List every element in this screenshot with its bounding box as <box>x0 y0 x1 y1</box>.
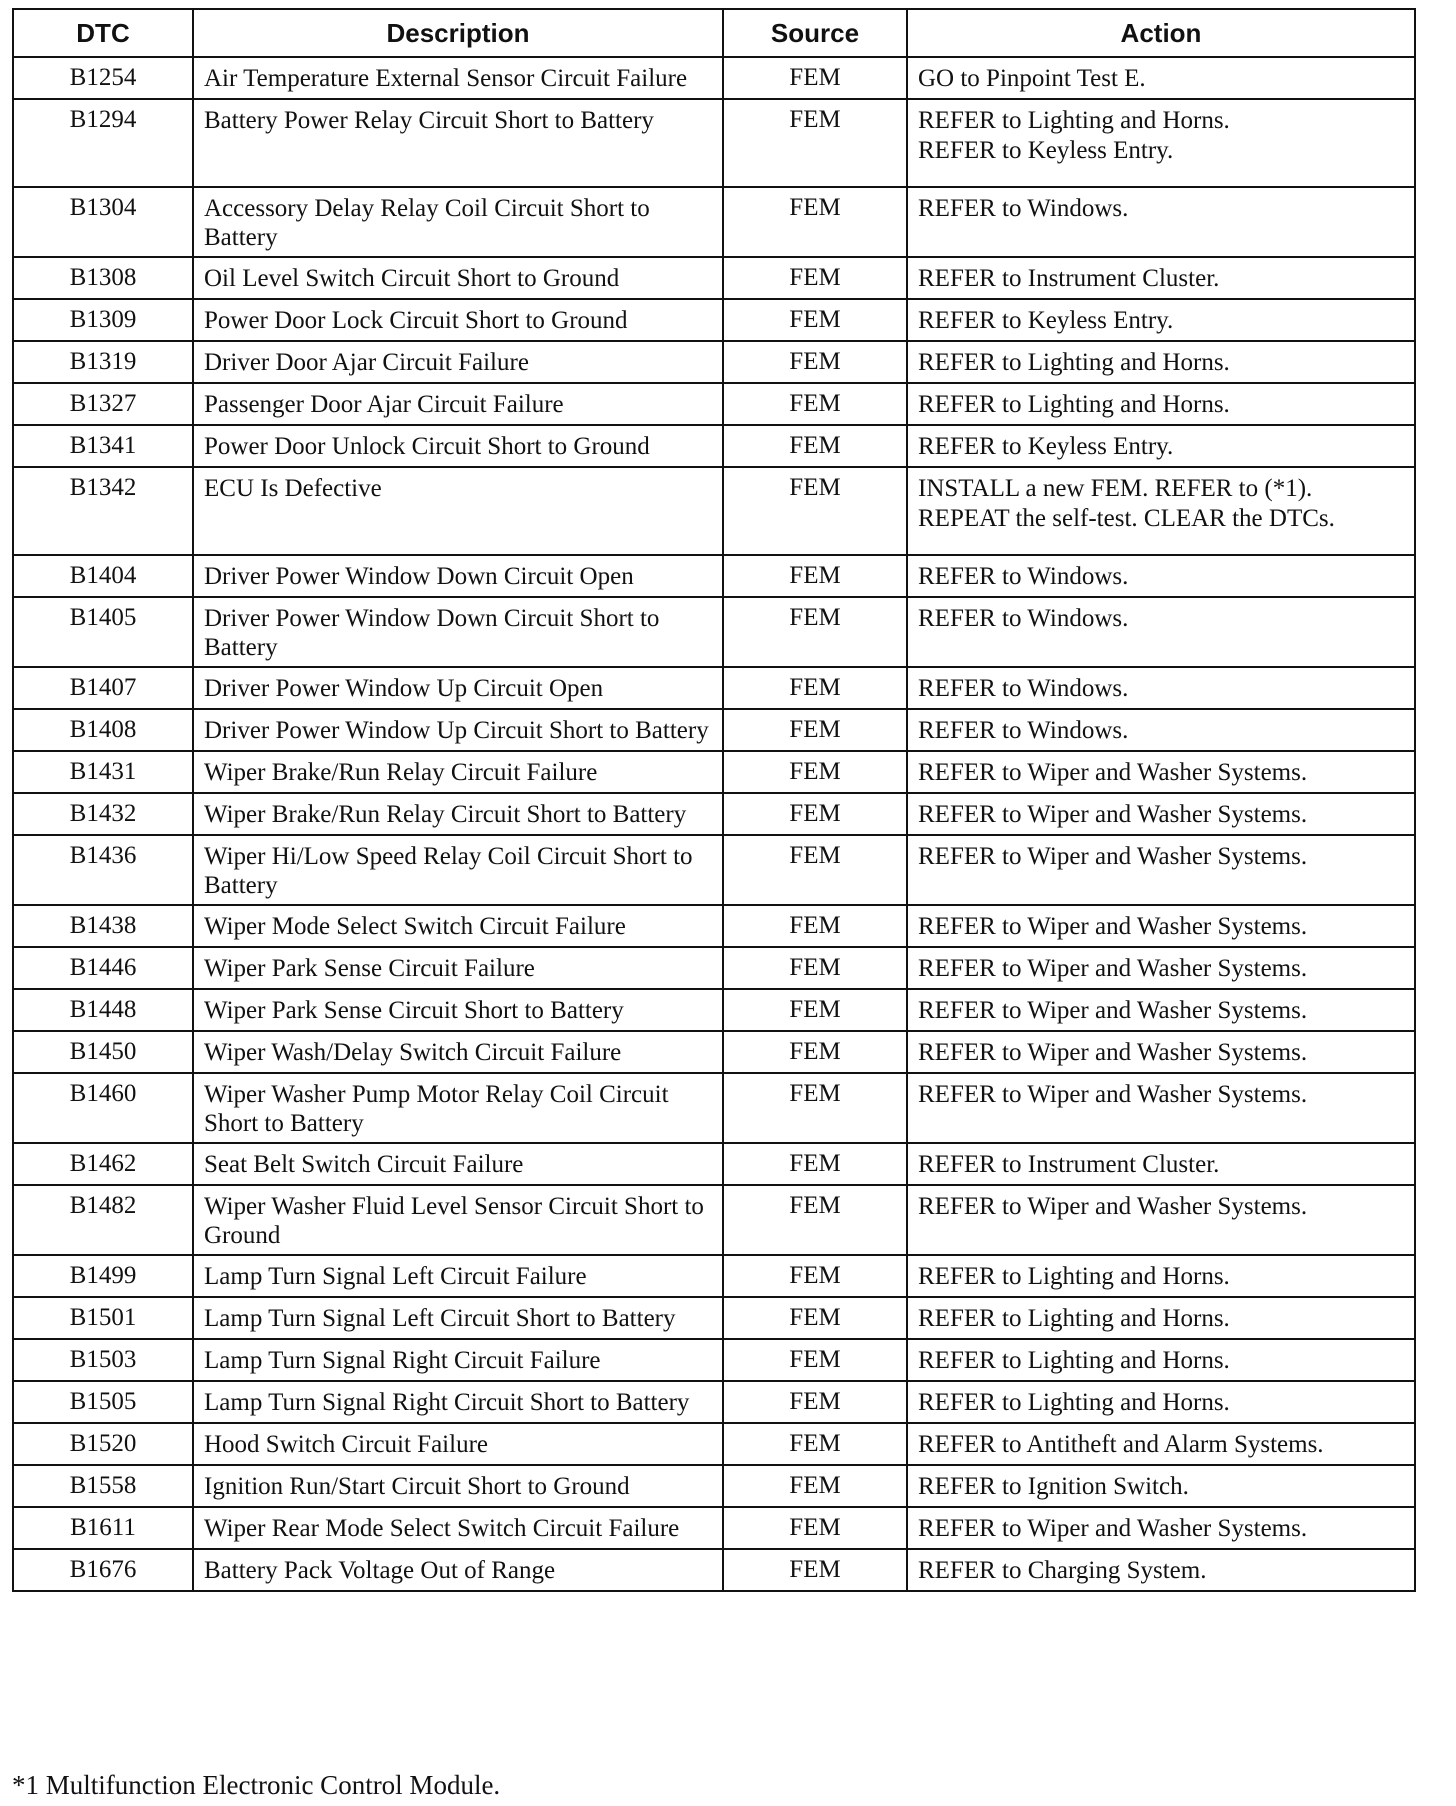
dtc-code: B1404 <box>13 555 193 597</box>
header-description: Description <box>193 9 723 57</box>
dtc-description: Lamp Turn Signal Right Circuit Short to Battery <box>193 1381 723 1423</box>
dtc-code: B1407 <box>13 667 193 709</box>
dtc-source: FEM <box>723 555 907 597</box>
dtc-action <box>907 1465 1415 1507</box>
table-row <box>13 257 1415 299</box>
dtc-code: B1505 <box>13 1381 193 1423</box>
dtc-source: FEM <box>723 947 907 989</box>
dtc-description: Battery Pack Voltage Out of Range <box>193 1549 723 1591</box>
dtc-code: B1448 <box>13 989 193 1031</box>
dtc-code: B1254 <box>13 57 193 99</box>
table-row <box>13 57 1415 99</box>
dtc-description: Air Temperature External Sensor Circuit Failure <box>193 57 723 99</box>
dtc-source: FEM <box>723 1297 907 1339</box>
table-row <box>13 1465 1415 1507</box>
dtc-action <box>907 425 1415 467</box>
dtc-action <box>907 751 1415 793</box>
dtc-code: B1499 <box>13 1255 193 1297</box>
table-row <box>13 793 1415 835</box>
footnote: *1 Multifunction Electronic Control Module. <box>12 1770 501 1800</box>
action-line: REFER to Windows. <box>918 563 1129 590</box>
dtc-source: FEM <box>723 1381 907 1423</box>
dtc-source: FEM <box>723 1185 907 1255</box>
table-row <box>13 299 1415 341</box>
dtc-code: B1405 <box>13 597 193 667</box>
action-line: REFER to Instrument Cluster. <box>918 1151 1220 1178</box>
dtc-action <box>907 1255 1415 1297</box>
table-row <box>13 555 1415 597</box>
dtc-source: FEM <box>723 1073 907 1143</box>
dtc-source: FEM <box>723 299 907 341</box>
dtc-code: B1520 <box>13 1423 193 1465</box>
dtc-action <box>907 905 1415 947</box>
action-line: REFER to Wiper and Washer Systems. <box>918 913 1308 940</box>
dtc-action <box>907 947 1415 989</box>
table-row <box>13 751 1415 793</box>
action-line: REFER to Lighting and Horns. <box>918 1263 1230 1290</box>
action-line: REFER to Lighting and Horns. <box>918 391 1230 418</box>
dtc-code: B1319 <box>13 341 193 383</box>
dtc-code: B1341 <box>13 425 193 467</box>
table-row <box>13 1507 1415 1549</box>
table-row <box>13 989 1415 1031</box>
dtc-code: B1450 <box>13 1031 193 1073</box>
dtc-source: FEM <box>723 905 907 947</box>
dtc-description: ECU Is Defective <box>193 467 723 555</box>
dtc-code: B1503 <box>13 1339 193 1381</box>
table-row <box>13 1549 1415 1591</box>
table-row <box>13 597 1415 667</box>
dtc-source: FEM <box>723 1465 907 1507</box>
table-row <box>13 1423 1415 1465</box>
dtc-source: FEM <box>723 667 907 709</box>
action-line: REFER to Wiper and Washer Systems. <box>918 997 1308 1024</box>
dtc-code: B1462 <box>13 1143 193 1185</box>
dtc-code: B1460 <box>13 1073 193 1143</box>
dtc-source: FEM <box>723 1255 907 1297</box>
table-row <box>13 709 1415 751</box>
dtc-action <box>907 1507 1415 1549</box>
dtc-action <box>907 383 1415 425</box>
dtc-description: Hood Switch Circuit Failure <box>193 1423 723 1465</box>
action-line: REFER to Keyless Entry. <box>918 433 1174 460</box>
dtc-code: B1676 <box>13 1549 193 1591</box>
dtc-description: Wiper Brake/Run Relay Circuit Failure <box>193 751 723 793</box>
dtc-description: Power Door Unlock Circuit Short to Ground <box>193 425 723 467</box>
action-line: GO to Pinpoint Test E. <box>918 65 1146 92</box>
action-line: REFER to Windows. <box>918 605 1129 632</box>
dtc-source: FEM <box>723 835 907 905</box>
dtc-source: FEM <box>723 57 907 99</box>
action-line: REFER to Wiper and Washer Systems. <box>918 1515 1308 1542</box>
table-header-row <box>13 9 1415 57</box>
dtc-code: B1304 <box>13 187 193 257</box>
table-row <box>13 1339 1415 1381</box>
dtc-action <box>907 835 1415 905</box>
dtc-source: FEM <box>723 1507 907 1549</box>
action-line: REFER to Windows. <box>918 717 1129 744</box>
table-row <box>13 667 1415 709</box>
dtc-code: B1438 <box>13 905 193 947</box>
dtc-description: Wiper Brake/Run Relay Circuit Short to Battery <box>193 793 723 835</box>
table-row <box>13 1031 1415 1073</box>
dtc-action <box>907 1143 1415 1185</box>
action-line: REFER to Wiper and Washer Systems. <box>918 955 1308 982</box>
dtc-action <box>907 57 1415 99</box>
action-line: REFER to Windows. <box>918 195 1129 222</box>
dtc-source: FEM <box>723 341 907 383</box>
dtc-source: FEM <box>723 709 907 751</box>
table-row <box>13 425 1415 467</box>
dtc-code: B1446 <box>13 947 193 989</box>
header-dtc: DTC <box>13 9 193 57</box>
dtc-source: FEM <box>723 1031 907 1073</box>
dtc-description: Wiper Park Sense Circuit Short to Battery <box>193 989 723 1031</box>
table-row <box>13 947 1415 989</box>
dtc-action <box>907 341 1415 383</box>
dtc-description: Lamp Turn Signal Right Circuit Failure <box>193 1339 723 1381</box>
dtc-source: FEM <box>723 467 907 555</box>
dtc-action <box>907 597 1415 667</box>
dtc-action <box>907 1381 1415 1423</box>
dtc-description: Driver Power Window Down Circuit Open <box>193 555 723 597</box>
dtc-code: B1558 <box>13 1465 193 1507</box>
dtc-description: Power Door Lock Circuit Short to Ground <box>193 299 723 341</box>
dtc-description: Wiper Wash/Delay Switch Circuit Failure <box>193 1031 723 1073</box>
table-row <box>13 1255 1415 1297</box>
dtc-description: Ignition Run/Start Circuit Short to Ground <box>193 1465 723 1507</box>
dtc-code: B1309 <box>13 299 193 341</box>
dtc-description: Wiper Hi/Low Speed Relay Coil Circuit Short to Battery <box>193 835 723 905</box>
dtc-description: Passenger Door Ajar Circuit Failure <box>193 383 723 425</box>
action-line: REFER to Instrument Cluster. <box>918 265 1220 292</box>
dtc-document <box>12 8 1414 1592</box>
dtc-action <box>907 1549 1415 1591</box>
dtc-description: Lamp Turn Signal Left Circuit Failure <box>193 1255 723 1297</box>
action-line: REFER to Keyless Entry. <box>918 137 1174 164</box>
dtc-source: FEM <box>723 1423 907 1465</box>
dtc-description: Driver Power Window Up Circuit Open <box>193 667 723 709</box>
table-row <box>13 187 1415 257</box>
action-line: REFER to Charging System. <box>918 1557 1207 1584</box>
dtc-code: B1431 <box>13 751 193 793</box>
dtc-description: Oil Level Switch Circuit Short to Ground <box>193 257 723 299</box>
action-line: REFER to Wiper and Washer Systems. <box>918 843 1308 870</box>
table-row <box>13 99 1415 187</box>
dtc-code: B1436 <box>13 835 193 905</box>
action-line: REFER to Ignition Switch. <box>918 1473 1189 1500</box>
dtc-source: FEM <box>723 597 907 667</box>
table-row <box>13 905 1415 947</box>
dtc-action <box>907 187 1415 257</box>
action-line: REFER to Wiper and Washer Systems. <box>918 1039 1308 1066</box>
action-line: REFER to Windows. <box>918 675 1129 702</box>
action-line: REFER to Wiper and Washer Systems. <box>918 1081 1308 1108</box>
dtc-source: FEM <box>723 99 907 187</box>
dtc-source: FEM <box>723 793 907 835</box>
dtc-source: FEM <box>723 383 907 425</box>
dtc-description: Wiper Washer Pump Motor Relay Coil Circuit Short to Battery <box>193 1073 723 1143</box>
table-row <box>13 1185 1415 1255</box>
action-line: REFER to Lighting and Horns. <box>918 1347 1230 1374</box>
table-row <box>13 1073 1415 1143</box>
dtc-action <box>907 1339 1415 1381</box>
dtc-action <box>907 989 1415 1031</box>
dtc-action <box>907 1297 1415 1339</box>
action-line: INSTALL a new FEM. REFER to (*1). <box>918 475 1313 502</box>
table-row <box>13 467 1415 555</box>
dtc-description: Driver Power Window Up Circuit Short to Battery <box>193 709 723 751</box>
dtc-action <box>907 299 1415 341</box>
dtc-source: FEM <box>723 1339 907 1381</box>
dtc-code: B1294 <box>13 99 193 187</box>
action-line: REFER to Antitheft and Alarm Systems. <box>918 1431 1324 1458</box>
dtc-source: FEM <box>723 1143 907 1185</box>
table-row <box>13 835 1415 905</box>
dtc-description: Wiper Park Sense Circuit Failure <box>193 947 723 989</box>
dtc-action <box>907 709 1415 751</box>
dtc-action <box>907 467 1415 555</box>
dtc-source: FEM <box>723 187 907 257</box>
dtc-action <box>907 667 1415 709</box>
action-line: REFER to Wiper and Washer Systems. <box>918 1193 1308 1220</box>
dtc-description: Wiper Mode Select Switch Circuit Failure <box>193 905 723 947</box>
dtc-action <box>907 555 1415 597</box>
dtc-description: Driver Power Window Down Circuit Short to Battery <box>193 597 723 667</box>
dtc-action <box>907 99 1415 187</box>
dtc-code: B1611 <box>13 1507 193 1549</box>
action-line: REPEAT the self-test. CLEAR the DTCs. <box>918 505 1335 532</box>
table-row <box>13 1297 1415 1339</box>
dtc-action <box>907 257 1415 299</box>
dtc-description: Wiper Washer Fluid Level Sensor Circuit Short to Ground <box>193 1185 723 1255</box>
dtc-source: FEM <box>723 425 907 467</box>
dtc-code: B1408 <box>13 709 193 751</box>
action-line: REFER to Lighting and Horns. <box>918 1305 1230 1332</box>
dtc-description: Seat Belt Switch Circuit Failure <box>193 1143 723 1185</box>
action-line: REFER to Wiper and Washer Systems. <box>918 801 1308 828</box>
dtc-code: B1342 <box>13 467 193 555</box>
dtc-description: Battery Power Relay Circuit Short to Battery <box>193 99 723 187</box>
action-line: REFER to Lighting and Horns. <box>918 1389 1230 1416</box>
dtc-action <box>907 1073 1415 1143</box>
dtc-description: Lamp Turn Signal Left Circuit Short to Battery <box>193 1297 723 1339</box>
dtc-code: B1327 <box>13 383 193 425</box>
dtc-action <box>907 1185 1415 1255</box>
dtc-description: Accessory Delay Relay Coil Circuit Short to Battery <box>193 187 723 257</box>
table-row <box>13 341 1415 383</box>
dtc-code: B1482 <box>13 1185 193 1255</box>
header-action: Action <box>907 9 1415 57</box>
action-line: REFER to Lighting and Horns. <box>918 107 1230 134</box>
dtc-action <box>907 1031 1415 1073</box>
table-row <box>13 1143 1415 1185</box>
dtc-action <box>907 1423 1415 1465</box>
dtc-code: B1432 <box>13 793 193 835</box>
action-line: REFER to Wiper and Washer Systems. <box>918 759 1308 786</box>
dtc-code: B1308 <box>13 257 193 299</box>
dtc-description: Driver Door Ajar Circuit Failure <box>193 341 723 383</box>
action-line: REFER to Keyless Entry. <box>918 307 1174 334</box>
dtc-table <box>12 8 1416 1592</box>
dtc-source: FEM <box>723 1549 907 1591</box>
dtc-source: FEM <box>723 257 907 299</box>
dtc-code: B1501 <box>13 1297 193 1339</box>
dtc-action <box>907 793 1415 835</box>
table-row <box>13 383 1415 425</box>
dtc-description: Wiper Rear Mode Select Switch Circuit Failure <box>193 1507 723 1549</box>
dtc-source: FEM <box>723 751 907 793</box>
dtc-source: FEM <box>723 989 907 1031</box>
action-line: REFER to Lighting and Horns. <box>918 349 1230 376</box>
table-body <box>13 57 1415 1591</box>
table-row <box>13 1381 1415 1423</box>
header-source: Source <box>723 9 907 57</box>
